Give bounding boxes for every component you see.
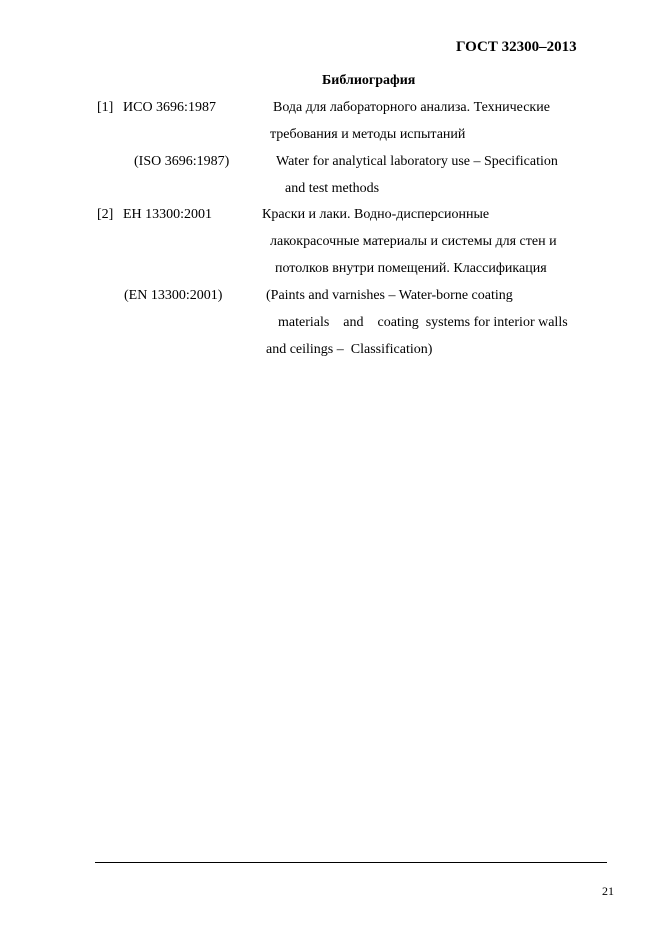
entry-designation: ЕН 13300:2001 [123,207,213,222]
entry-number: [1] [97,100,114,115]
entry-designation-en: (EN 13300:2001) [124,288,223,303]
entry-title-en-line: materials and coating systems for interior walls [278,315,568,330]
entry-number: [2] [97,207,114,222]
page-number: 21 [602,884,614,898]
entry-title-ru-line: потолков внутри помещений. Классификация [275,261,547,276]
entry-title-ru-line: требования и методы испытаний [270,127,466,142]
entry-title-en-line: (Paints and varnishes – Water-borne coating [266,288,513,303]
entry-title-en-line: and ceilings – Classification) [266,342,433,357]
entry-designation-en: (ISO 3696:1987) [134,154,230,169]
entry-title-ru-line: Краски и лаки. Водно-дисперсионные [262,207,490,222]
entry-title-ru-line: Вода для лабораторного анализа. Технические [273,100,550,115]
document-code: ГОСТ 32300–2013 [456,39,577,55]
entry-title-en-line: Water for analytical laboratory use – Specification [276,154,558,169]
entry-title-ru-line: лакокрасочные материалы и системы для стен и [270,234,557,249]
bibliography-title: Библиография [322,73,416,88]
entry-title-en-line: and test methods [285,181,380,196]
entry-designation: ИСО 3696:1987 [123,100,216,115]
footer-rule [95,862,607,863]
